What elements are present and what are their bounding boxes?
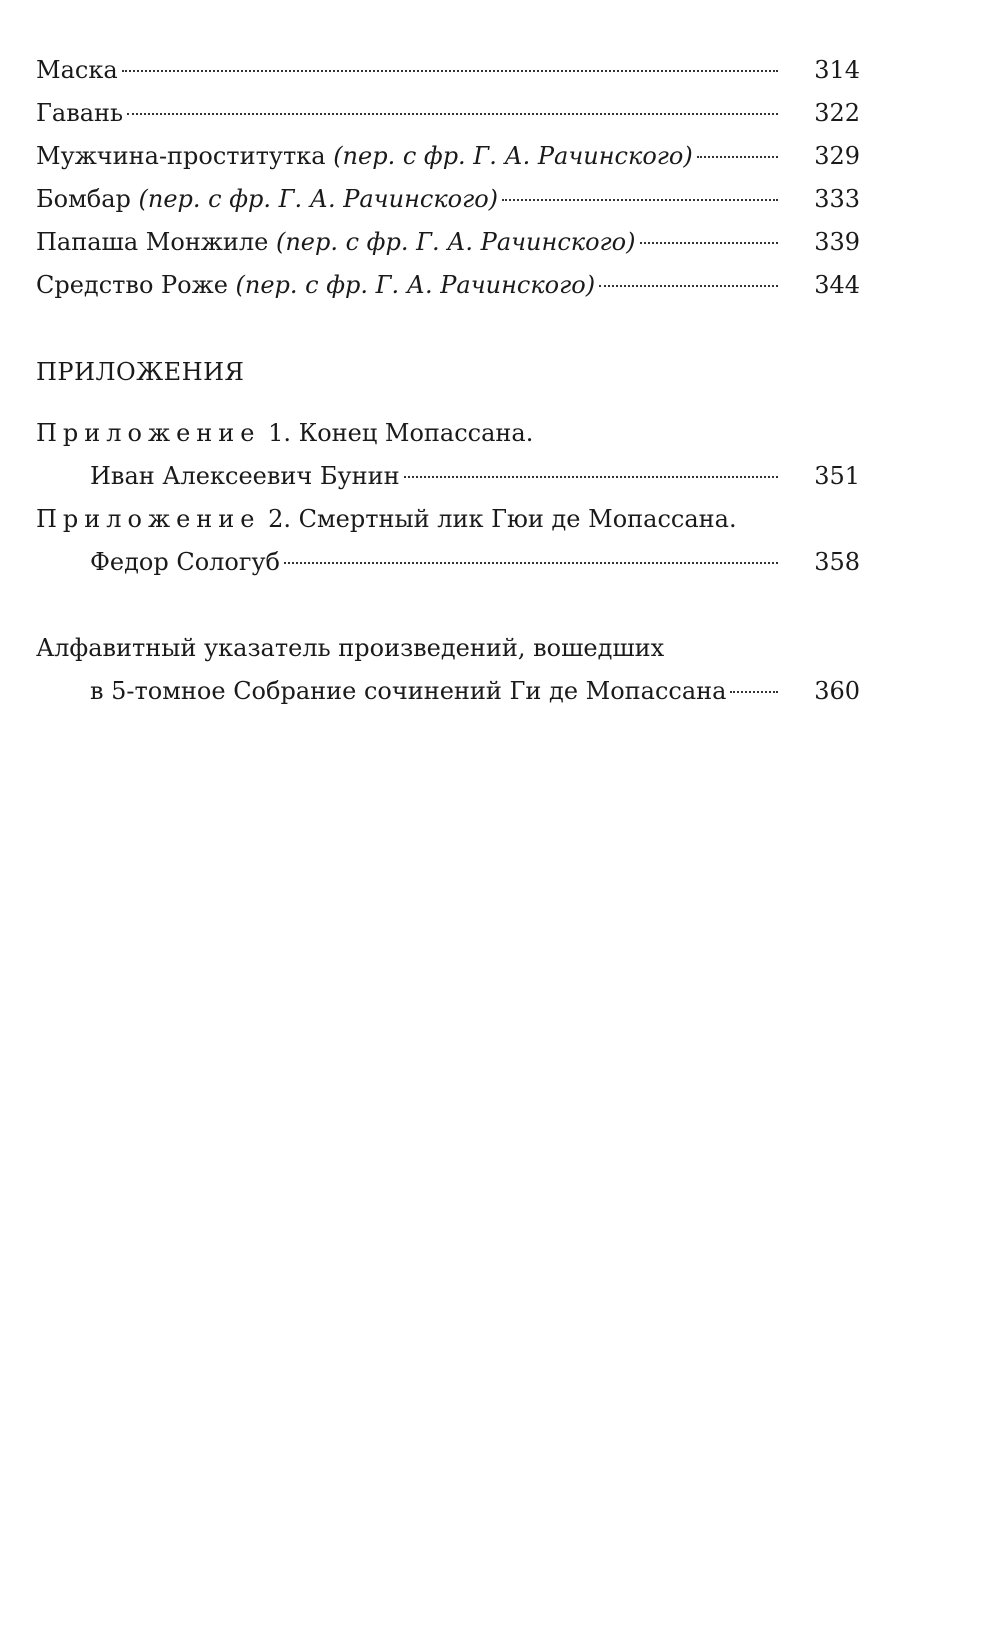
appendices-heading: ПРИЛОЖЕНИЯ — [36, 358, 245, 386]
appendix-title: 1. Конец Мопассана. — [260, 419, 534, 447]
toc-entry — [36, 136, 860, 176]
dot-leader — [284, 562, 778, 564]
toc-entry-page: 333 — [814, 185, 860, 213]
index-title-line-2 — [90, 671, 860, 711]
appendix-label: Приложение — [36, 419, 261, 447]
dot-leader — [404, 476, 778, 478]
toc-entry-page: 351 — [814, 462, 860, 490]
index-title-continued: в 5-томное Собрание сочинений Ги де Мопассана — [90, 677, 727, 705]
toc-entry-page: 322 — [814, 99, 860, 127]
appendix-label: Приложение — [36, 505, 261, 533]
dot-leader — [697, 156, 778, 158]
appendix-author: Иван Алексеевич Бунин — [90, 462, 400, 490]
toc-entry-title: Средство Роже (пер. с фр. Г. А. Рачинского) — [36, 271, 596, 299]
appendix-2-author-line — [90, 542, 860, 582]
index-title-line-1: Алфавитный указатель произведений, вошедших — [36, 634, 665, 662]
appendix-1-heading — [36, 413, 533, 453]
dot-leader — [502, 199, 778, 201]
appendix-1-author-line — [90, 456, 860, 496]
toc-entry-page: 314 — [814, 56, 860, 84]
dot-leader — [730, 691, 778, 693]
toc-entry — [36, 179, 860, 219]
toc-entry-title: Маска — [36, 56, 118, 84]
dot-leader — [599, 285, 778, 287]
toc-entry-title: Мужчина-проститутка (пер. с фр. Г. А. Рачинского) — [36, 142, 693, 170]
appendix-author: Федор Сологуб — [90, 548, 280, 576]
toc-entry-title: Гавань — [36, 99, 124, 127]
toc-entry-page: 358 — [814, 548, 860, 576]
toc-entry-page: 360 — [814, 677, 860, 705]
toc-entry-title: Бомбар (пер. с фр. Г. А. Рачинского) — [36, 185, 499, 213]
appendix-2-heading — [36, 499, 737, 539]
toc-entry — [36, 265, 860, 305]
toc-entry — [36, 50, 860, 90]
dot-leader — [127, 113, 778, 115]
appendix-title: 2. Смертный лик Гюи де Мопассана. — [260, 505, 737, 533]
toc-entry-page: 339 — [814, 228, 860, 256]
toc-entry-page: 344 — [814, 271, 860, 299]
toc-entry-page: 329 — [814, 142, 860, 170]
dot-leader — [640, 242, 779, 244]
toc-entry — [36, 222, 860, 262]
toc-entry-title: Папаша Монжиле (пер. с фр. Г. А. Рачинского) — [36, 228, 636, 256]
dot-leader — [122, 70, 778, 72]
toc-entry — [36, 93, 860, 133]
